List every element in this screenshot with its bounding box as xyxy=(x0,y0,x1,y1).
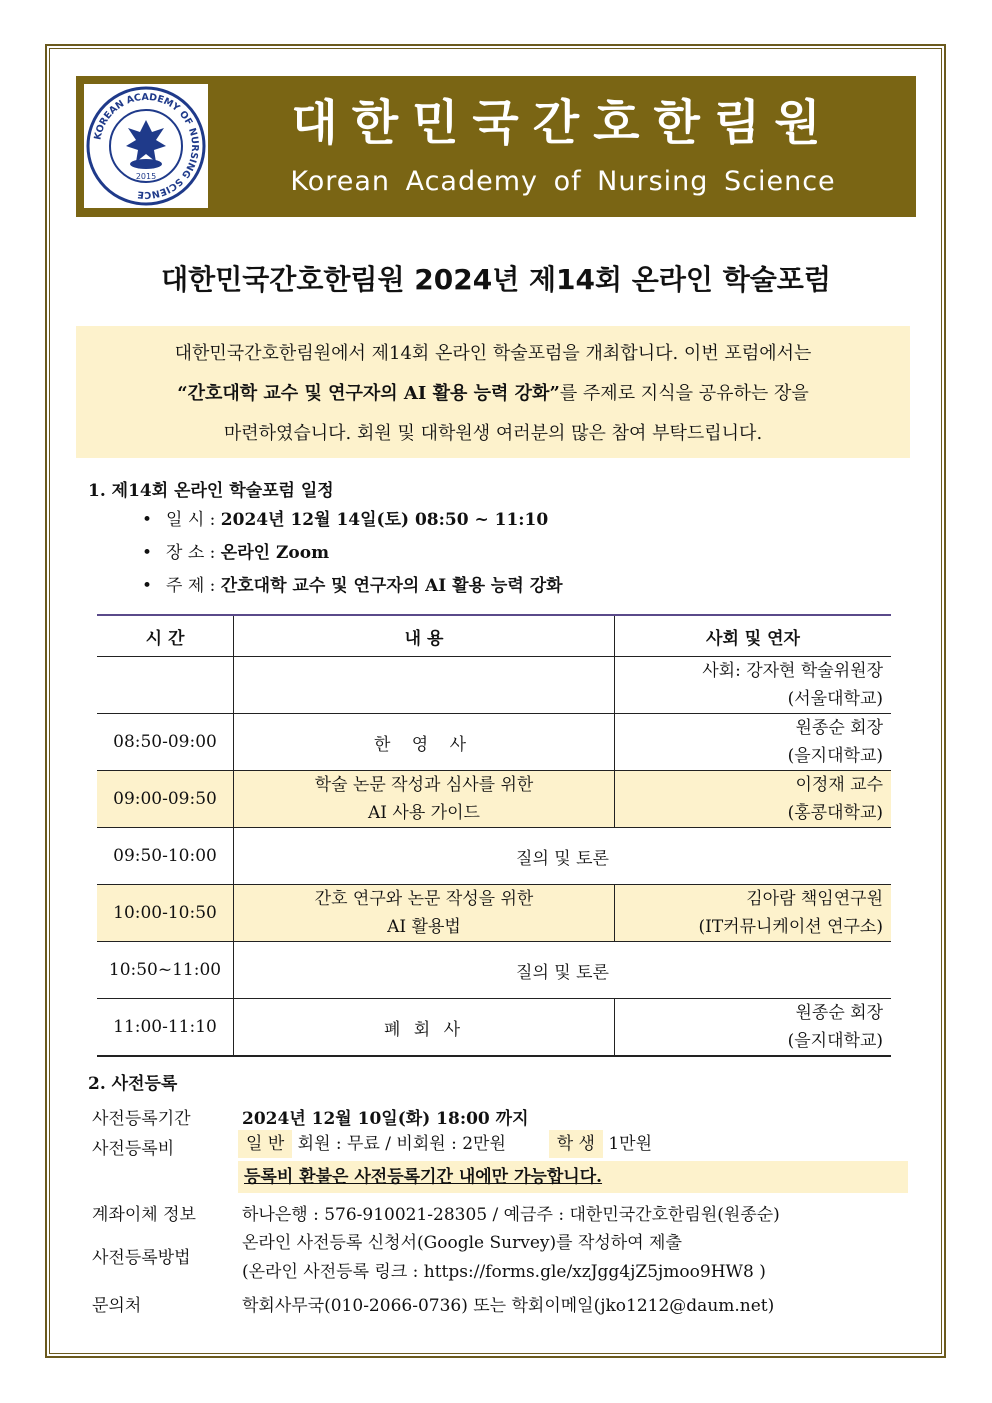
fee-student-value: 1만원 xyxy=(608,1134,653,1154)
qa-cell: 질의 및 토론 xyxy=(234,828,892,885)
table-row xyxy=(97,657,891,714)
table-row xyxy=(97,999,891,1057)
intro-line-2 xyxy=(76,374,910,414)
content-cell xyxy=(234,657,615,714)
time-cell: 09:00-09:50 xyxy=(97,771,234,828)
speaker-affiliation: (을지대학교) xyxy=(787,746,883,766)
table-row xyxy=(97,942,891,999)
bullet-venue-value: 온라인 Zoom xyxy=(220,543,330,563)
content-line: AI 사용 가이드 xyxy=(368,803,480,823)
account-value: 하나은행 : 576-910021-28305 / 예금주 : 대한민국간호한림원(원종순) xyxy=(242,1205,780,1225)
intro-box xyxy=(76,326,910,458)
bullet-venue: • 장 소 : 온라인 Zoom xyxy=(142,543,330,563)
speaker-name: 원종순 회장 xyxy=(795,1003,883,1023)
fee-general-value: 회원 : 무료 / 비회원 : 2만원 xyxy=(297,1134,506,1154)
speaker-cell xyxy=(615,885,892,942)
speaker-cell xyxy=(615,771,892,828)
bullet-date-value: 2024년 12월 14일(토) 08:50 ~ 11:10 xyxy=(220,510,549,530)
period-value: 2024년 12월 10일(화) 18:00 까지 xyxy=(242,1109,529,1129)
time-cell: 08:50-09:00 xyxy=(97,714,234,771)
svg-text:2015: 2015 xyxy=(135,172,157,181)
header-title-korean: 대한민국간호한림원 xyxy=(291,95,835,151)
content-cell xyxy=(234,885,615,942)
time-cell xyxy=(97,657,234,714)
section-1-heading: 1. 제14회 온라인 학술포럼 일정 xyxy=(88,481,334,501)
refund-notice-text: 등록비 환불은 사전등록기간 내에만 가능합니다. xyxy=(244,1167,603,1187)
speaker-affiliation: (홍콩대학교) xyxy=(787,803,883,823)
schedule-table xyxy=(97,614,891,1057)
speaker-affiliation: (서울대학교) xyxy=(787,689,883,709)
content-line: 간호 연구와 논문 작성을 위한 xyxy=(314,889,534,909)
period-label: 사전등록기간 xyxy=(92,1109,191,1129)
speaker-name: 원종순 회장 xyxy=(795,718,883,738)
intro-topic: “간호대학 교수 및 연구자의 AI 활용 능력 강화” xyxy=(177,383,560,404)
bullet-venue-label: 장 소 : xyxy=(166,543,216,563)
time-cell: 10:50~11:00 xyxy=(97,942,234,999)
bullet-date: • 일 시 : 2024년 12월 14일(토) 08:50 ~ 11:10 xyxy=(142,510,549,530)
speaker-cell xyxy=(615,657,892,714)
contact-value: 학회사무국(010-2066-0736) 또는 학회이메일(jko1212@daum.net) xyxy=(242,1296,775,1316)
speaker-affiliation: (IT커뮤니케이션 연구소) xyxy=(698,917,883,937)
header-time: 시 간 xyxy=(97,615,234,657)
content-cell: 한 영 사 xyxy=(234,714,615,771)
table-row xyxy=(97,828,891,885)
account-label: 계좌이체 정보 xyxy=(92,1205,196,1225)
bullet-topic-value: 간호대학 교수 및 연구자의 AI 활용 능력 강화 xyxy=(220,576,563,596)
fee-value xyxy=(238,1130,652,1158)
speaker-name: 사회: 강자현 학술위원장 xyxy=(702,661,883,681)
time-cell: 11:00-11:10 xyxy=(97,999,234,1057)
svg-text:KOREAN ACADEMY OF NURSING SCIE: KOREAN ACADEMY OF NURSING SCIENCE xyxy=(92,91,201,201)
content-line: 학술 논문 작성과 심사를 위한 xyxy=(314,775,534,795)
bullet-topic-label: 주 제 : xyxy=(166,576,216,596)
table-row xyxy=(97,885,891,942)
registration-link[interactable]: (온라인 사전등록 링크 : https://forms.gle/xzJgg4jZ5jmoo9HW8 ) xyxy=(242,1262,766,1282)
bullet-date-label: 일 시 : xyxy=(166,510,216,530)
refund-notice xyxy=(238,1161,908,1193)
time-cell: 09:50-10:00 xyxy=(97,828,234,885)
table-row xyxy=(97,771,891,828)
intro-line-1: 대한민국간호한림원에서 제14회 온라인 학술포럼을 개최합니다. 이번 포럼에서는 xyxy=(174,343,812,364)
fee-general-tag: 일 반 xyxy=(238,1130,292,1158)
schedule-header-row xyxy=(97,615,891,657)
document-title: 대한민국간호한림원 2024년 제14회 온라인 학술포럼 xyxy=(161,263,831,296)
academy-logo xyxy=(84,84,208,208)
speaker-name: 이정재 교수 xyxy=(795,775,883,795)
bullet-topic: • 주 제 : 간호대학 교수 및 연구자의 AI 활용 능력 강화 xyxy=(142,576,563,596)
method-line-1: 온라인 사전등록 신청서(Google Survey)를 작성하여 제출 xyxy=(242,1233,682,1253)
speaker-cell xyxy=(615,714,892,771)
time-cell: 10:00-10:50 xyxy=(97,885,234,942)
header-title-english: Korean Academy of Nursing Science xyxy=(290,166,836,197)
method-label: 사전등록방법 xyxy=(92,1248,191,1268)
table-row xyxy=(97,714,891,771)
qa-cell: 질의 및 토론 xyxy=(234,942,892,999)
speaker-cell xyxy=(615,999,892,1057)
content-line: AI 활용법 xyxy=(387,917,461,937)
intro-line-3: 마련하였습니다. 회원 및 대학원생 여러분의 많은 참여 부탁드립니다. xyxy=(223,423,763,444)
fee-student-tag: 학 생 xyxy=(549,1130,603,1158)
header-content: 내 용 xyxy=(234,615,615,657)
academy-seal-icon xyxy=(84,84,208,208)
fee-label: 사전등록비 xyxy=(92,1139,175,1159)
section-2-heading: 2. 사전등록 xyxy=(88,1074,178,1094)
content-cell: 폐 회 사 xyxy=(234,999,615,1057)
speaker-name: 김아람 책임연구원 xyxy=(746,889,883,909)
contact-label: 문의처 xyxy=(92,1296,142,1316)
content-cell xyxy=(234,771,615,828)
speaker-affiliation: (을지대학교) xyxy=(787,1031,883,1051)
header-speaker: 사회 및 연자 xyxy=(615,615,892,657)
intro-line-2-rest: 를 주제로 지식을 공유하는 장을 xyxy=(559,383,809,404)
